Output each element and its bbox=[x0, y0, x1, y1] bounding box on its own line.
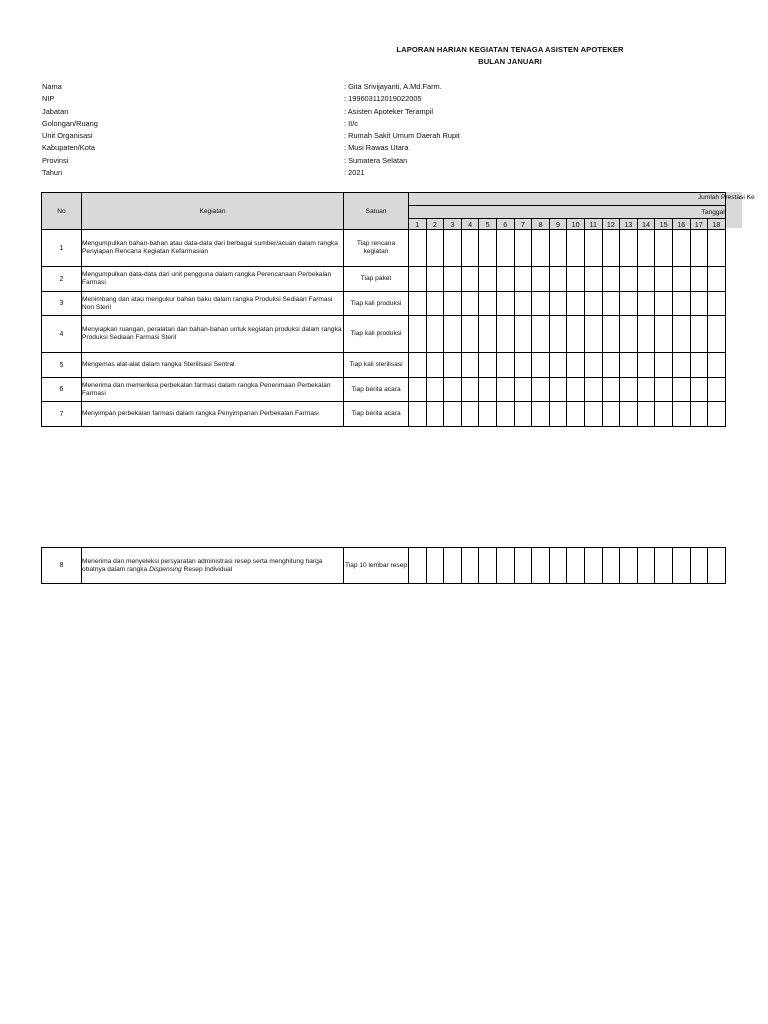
row-satuan: Tiap kali produksi bbox=[344, 316, 409, 353]
row-kegiatan: Mengumpulkan bahan-bahan atau data-data dari berbagai sumber/acuan dalam rangka Penyiapan Rencana Kegiatan Kefarmasian bbox=[82, 230, 344, 267]
day-cell[interactable] bbox=[637, 316, 655, 353]
day-header: 3 bbox=[444, 219, 462, 230]
day-cell[interactable] bbox=[444, 402, 462, 427]
day-cell[interactable] bbox=[444, 316, 462, 353]
day-cell[interactable] bbox=[496, 230, 514, 267]
day-cell[interactable] bbox=[708, 378, 726, 402]
activity-table bbox=[41, 192, 755, 427]
day-cell[interactable] bbox=[426, 378, 444, 402]
header-no: No bbox=[42, 193, 82, 230]
day-cell[interactable] bbox=[514, 267, 532, 292]
day-cell[interactable] bbox=[444, 548, 462, 584]
day-cell[interactable] bbox=[672, 292, 690, 316]
day-cell[interactable] bbox=[602, 292, 620, 316]
day-cell[interactable] bbox=[567, 378, 585, 402]
row-kegiatan: Mengemas alat-alat dalam rangka Sterilisasi Sentral bbox=[82, 353, 344, 378]
day-cell[interactable] bbox=[690, 353, 708, 378]
day-cell[interactable] bbox=[549, 316, 567, 353]
day-cell[interactable] bbox=[496, 316, 514, 353]
day-cell[interactable] bbox=[708, 316, 726, 353]
day-cell[interactable] bbox=[514, 230, 532, 267]
day-cell[interactable] bbox=[514, 402, 532, 427]
day-header: 5 bbox=[479, 219, 497, 230]
day-cell[interactable] bbox=[461, 316, 479, 353]
table-row bbox=[42, 292, 726, 316]
day-header: 9 bbox=[549, 219, 567, 230]
row-no: 6 bbox=[42, 378, 82, 402]
info-label: Golongan/Ruang bbox=[42, 118, 98, 128]
table-row bbox=[42, 353, 726, 378]
day-cell[interactable] bbox=[584, 402, 602, 427]
day-cell[interactable] bbox=[655, 230, 673, 267]
day-cell[interactable] bbox=[532, 316, 550, 353]
day-cell[interactable] bbox=[708, 230, 726, 267]
day-cell[interactable] bbox=[620, 378, 638, 402]
table-row bbox=[42, 548, 726, 584]
day-header: 8 bbox=[532, 219, 550, 230]
day-cell[interactable] bbox=[620, 548, 638, 584]
day-cell[interactable] bbox=[409, 353, 427, 378]
day-cell[interactable] bbox=[479, 267, 497, 292]
day-cell[interactable] bbox=[496, 548, 514, 584]
day-cell[interactable] bbox=[567, 353, 585, 378]
day-cell[interactable] bbox=[426, 230, 444, 267]
day-cell[interactable] bbox=[409, 548, 427, 584]
info-row-tahun bbox=[42, 168, 642, 180]
row-satuan: Tiap kali sterilisasi bbox=[344, 353, 409, 378]
day-cell[interactable] bbox=[532, 402, 550, 427]
day-cell[interactable] bbox=[532, 267, 550, 292]
row-no: 2 bbox=[42, 267, 82, 292]
day-cell[interactable] bbox=[479, 353, 497, 378]
day-cell[interactable] bbox=[409, 378, 427, 402]
info-value: : Asisten Apoteker Terampil bbox=[344, 106, 434, 116]
day-cell[interactable] bbox=[461, 548, 479, 584]
row-satuan: Tiap 10 lembar resep bbox=[344, 548, 409, 584]
day-cell[interactable] bbox=[496, 402, 514, 427]
day-header: 6 bbox=[496, 219, 514, 230]
row-kegiatan bbox=[82, 548, 344, 584]
day-cell[interactable] bbox=[426, 402, 444, 427]
day-cell[interactable] bbox=[461, 267, 479, 292]
day-cell[interactable] bbox=[602, 230, 620, 267]
row-no: 4 bbox=[42, 316, 82, 353]
day-cell[interactable] bbox=[532, 548, 550, 584]
day-header: 14 bbox=[637, 219, 655, 230]
day-cell[interactable] bbox=[602, 402, 620, 427]
day-header: 12 bbox=[602, 219, 620, 230]
info-row-golongan bbox=[42, 119, 642, 131]
day-cell[interactable] bbox=[655, 316, 673, 353]
row-kegiatan: Menyimpan perbekalan farmasi dalam rangka Penyimpanan Perbekalan Farmasi bbox=[82, 402, 344, 427]
header-satuan: Satuan bbox=[344, 193, 409, 230]
day-cell[interactable] bbox=[461, 230, 479, 267]
info-row-nama bbox=[42, 82, 642, 94]
day-cell[interactable] bbox=[426, 353, 444, 378]
day-cell[interactable] bbox=[567, 230, 585, 267]
day-cell[interactable] bbox=[672, 378, 690, 402]
day-cell[interactable] bbox=[567, 316, 585, 353]
info-value: : Sumatera Selatan bbox=[344, 155, 408, 165]
day-cell[interactable] bbox=[708, 353, 726, 378]
day-cell[interactable] bbox=[426, 267, 444, 292]
day-cell[interactable] bbox=[479, 230, 497, 267]
day-header: 11 bbox=[584, 219, 602, 230]
day-cell[interactable] bbox=[549, 378, 567, 402]
info-value: : Rumah Sakit Umum Daerah Rupit bbox=[344, 131, 460, 141]
day-cell[interactable] bbox=[690, 292, 708, 316]
day-cell[interactable] bbox=[584, 292, 602, 316]
day-cell[interactable] bbox=[549, 267, 567, 292]
day-cell[interactable] bbox=[514, 548, 532, 584]
day-cell[interactable] bbox=[708, 548, 726, 584]
day-cell[interactable] bbox=[584, 267, 602, 292]
row-no: 8 bbox=[42, 548, 82, 584]
day-cell[interactable] bbox=[549, 353, 567, 378]
report-title: LAPORAN HARIAN KEGIATAN TENAGA ASISTEN APOTEKER bbox=[396, 45, 624, 54]
row-no: 5 bbox=[42, 353, 82, 378]
day-cell[interactable] bbox=[479, 292, 497, 316]
day-cell[interactable] bbox=[409, 230, 427, 267]
table-row bbox=[42, 402, 726, 427]
day-cell[interactable] bbox=[584, 316, 602, 353]
day-header: 10 bbox=[567, 219, 585, 230]
info-value: : Gita Srivijayanti, A.Md.Farm. bbox=[344, 82, 442, 91]
day-cell[interactable] bbox=[637, 548, 655, 584]
info-row-provinsi bbox=[42, 156, 642, 168]
day-header: 7 bbox=[514, 219, 532, 230]
day-cell[interactable] bbox=[655, 267, 673, 292]
day-cell[interactable] bbox=[567, 267, 585, 292]
info-row-unit bbox=[42, 131, 642, 143]
info-row-jabatan bbox=[42, 107, 642, 119]
day-cell[interactable] bbox=[708, 292, 726, 316]
day-cell[interactable] bbox=[461, 378, 479, 402]
activity-table-continued bbox=[41, 547, 726, 584]
info-label: Nama bbox=[42, 82, 62, 91]
table-row bbox=[42, 378, 726, 402]
day-cell[interactable] bbox=[672, 548, 690, 584]
row-no: 1 bbox=[42, 230, 82, 267]
header-jumlah-prestasi bbox=[409, 193, 755, 206]
day-cell[interactable] bbox=[620, 316, 638, 353]
day-cell[interactable] bbox=[655, 292, 673, 316]
table-row bbox=[42, 316, 726, 353]
day-cell[interactable] bbox=[567, 548, 585, 584]
day-cell[interactable] bbox=[672, 353, 690, 378]
day-cell[interactable] bbox=[409, 316, 427, 353]
day-cell[interactable] bbox=[637, 353, 655, 378]
day-cell[interactable] bbox=[655, 548, 673, 584]
row-kegiatan: Mengumpulkan data-data dari unit pengguna dalam rangka Perencanaan Perbekalan Farmasi bbox=[82, 267, 344, 292]
row-kegiatan-text-end: Resep Individual bbox=[181, 565, 233, 573]
day-cell[interactable] bbox=[620, 292, 638, 316]
day-cell[interactable] bbox=[426, 316, 444, 353]
day-cell[interactable] bbox=[620, 402, 638, 427]
info-row-kabupaten bbox=[42, 143, 642, 155]
day-cell[interactable] bbox=[672, 267, 690, 292]
day-cell[interactable] bbox=[444, 378, 462, 402]
day-cell[interactable] bbox=[409, 267, 427, 292]
day-cell[interactable] bbox=[602, 353, 620, 378]
day-cell[interactable] bbox=[690, 548, 708, 584]
day-header: 4 bbox=[461, 219, 479, 230]
row-satuan: Tiap berita acara bbox=[344, 402, 409, 427]
day-cell[interactable] bbox=[479, 548, 497, 584]
day-cell[interactable] bbox=[479, 402, 497, 427]
day-cell[interactable] bbox=[637, 292, 655, 316]
day-cell[interactable] bbox=[602, 548, 620, 584]
day-cell[interactable] bbox=[637, 402, 655, 427]
header-jumlah-label: Jumlah Prestasi Ke bbox=[697, 194, 755, 201]
day-cell[interactable] bbox=[532, 292, 550, 316]
day-cell[interactable] bbox=[549, 548, 567, 584]
day-cell[interactable] bbox=[549, 402, 567, 427]
day-cell[interactable] bbox=[584, 548, 602, 584]
day-cell[interactable] bbox=[496, 378, 514, 402]
day-cell[interactable] bbox=[514, 292, 532, 316]
day-cell[interactable] bbox=[514, 353, 532, 378]
day-header: 18 bbox=[708, 219, 726, 230]
day-cell[interactable] bbox=[549, 230, 567, 267]
row-no: 3 bbox=[42, 292, 82, 316]
info-value: : II/c bbox=[344, 118, 358, 128]
day-cell[interactable] bbox=[444, 292, 462, 316]
day-cell[interactable] bbox=[690, 378, 708, 402]
info-label: Tahun bbox=[42, 168, 63, 178]
day-header: 16 bbox=[672, 219, 690, 230]
info-label: NIP bbox=[42, 94, 55, 104]
day-cell[interactable] bbox=[426, 548, 444, 584]
day-header: 13 bbox=[620, 219, 638, 230]
day-cell[interactable] bbox=[620, 353, 638, 378]
day-cell[interactable] bbox=[514, 378, 532, 402]
day-cell[interactable] bbox=[444, 267, 462, 292]
day-cell[interactable] bbox=[690, 267, 708, 292]
day-cell[interactable] bbox=[532, 378, 550, 402]
day-cell[interactable] bbox=[461, 353, 479, 378]
day-cell[interactable] bbox=[620, 230, 638, 267]
day-header: 15 bbox=[655, 219, 673, 230]
day-cell[interactable] bbox=[690, 402, 708, 427]
day-cell[interactable] bbox=[549, 292, 567, 316]
day-cell[interactable] bbox=[479, 378, 497, 402]
info-value: : 199603112019022005 bbox=[344, 94, 422, 104]
header-tanggal: Tanggal bbox=[409, 206, 726, 219]
row-satuan: Tiap kali produksi bbox=[344, 292, 409, 316]
info-label: Provinsi bbox=[42, 155, 69, 165]
row-kegiatan: Menimbang dan atau mengukur bahan baku dalam rangka Produksi Sediaan Farmasi Non Steril bbox=[82, 292, 344, 316]
table-row bbox=[42, 267, 726, 292]
day-cell[interactable] bbox=[584, 230, 602, 267]
info-label: Jabatan bbox=[42, 106, 69, 116]
row-satuan: Tiap rencana kegiatan bbox=[344, 230, 409, 267]
day-cell[interactable] bbox=[690, 316, 708, 353]
report-subtitle: BULAN JANUARI bbox=[478, 57, 542, 66]
day-header: 2 bbox=[426, 219, 444, 230]
day-cell[interactable] bbox=[602, 316, 620, 353]
day-cell[interactable] bbox=[444, 230, 462, 267]
day-cell[interactable] bbox=[672, 402, 690, 427]
day-cell[interactable] bbox=[444, 353, 462, 378]
day-cell[interactable] bbox=[496, 353, 514, 378]
day-cell[interactable] bbox=[637, 267, 655, 292]
info-label: Unit Organisasi bbox=[42, 131, 93, 141]
row-kegiatan: Menyiapkan ruangan, peralatan dan bahan-bahan untuk kegiatan produksi dalam rangka Produksi Sediaan Farmasi Steril bbox=[82, 316, 344, 353]
day-cell[interactable] bbox=[461, 402, 479, 427]
day-cell[interactable] bbox=[496, 267, 514, 292]
day-cell[interactable] bbox=[479, 316, 497, 353]
day-cell[interactable] bbox=[637, 230, 655, 267]
day-header: 17 bbox=[690, 219, 708, 230]
day-cell[interactable] bbox=[514, 316, 532, 353]
day-cell[interactable] bbox=[708, 402, 726, 427]
day-cell[interactable] bbox=[672, 230, 690, 267]
day-cell[interactable] bbox=[567, 402, 585, 427]
row-satuan: Tiap paket bbox=[344, 267, 409, 292]
row-kegiatan-text: Menerima dan menyeleksi persyaratan administrasi resep serta menghitung harga obatnya dalam rangka bbox=[82, 557, 323, 573]
day-cell[interactable] bbox=[602, 378, 620, 402]
info-value: : Musi Rawas Utara bbox=[344, 143, 409, 153]
day-cell[interactable] bbox=[637, 378, 655, 402]
day-cell[interactable] bbox=[655, 353, 673, 378]
day-cell[interactable] bbox=[409, 402, 427, 427]
info-row-nip bbox=[42, 94, 642, 106]
day-cell[interactable] bbox=[567, 292, 585, 316]
day-cell[interactable] bbox=[708, 267, 726, 292]
table-row bbox=[42, 230, 726, 267]
day-cell[interactable] bbox=[690, 230, 708, 267]
day-cell[interactable] bbox=[409, 292, 427, 316]
info-value: : 2021 bbox=[344, 168, 365, 178]
header-kegiatan: Kegiatan bbox=[82, 193, 344, 230]
day-cell[interactable] bbox=[496, 292, 514, 316]
row-no: 7 bbox=[42, 402, 82, 427]
day-cell[interactable] bbox=[655, 378, 673, 402]
day-cell[interactable] bbox=[655, 402, 673, 427]
row-kegiatan-italic: Dispensing bbox=[149, 565, 182, 573]
day-header: 1 bbox=[409, 219, 427, 230]
day-cell[interactable] bbox=[461, 292, 479, 316]
day-cell[interactable] bbox=[602, 267, 620, 292]
row-kegiatan: Menerima dan memeriksa perbekalan farmasi dalam rangka Penerimaan Perbekalan Farmasi bbox=[82, 378, 344, 402]
day-cell[interactable] bbox=[584, 378, 602, 402]
day-cell[interactable] bbox=[584, 353, 602, 378]
day-cell[interactable] bbox=[620, 267, 638, 292]
day-cell[interactable] bbox=[532, 353, 550, 378]
day-cell[interactable] bbox=[426, 292, 444, 316]
day-cell[interactable] bbox=[532, 230, 550, 267]
row-satuan: Tiap berita acara bbox=[344, 378, 409, 402]
day-cell[interactable] bbox=[672, 316, 690, 353]
info-label: Kabupaten/Kota bbox=[42, 143, 96, 153]
employee-info bbox=[42, 82, 642, 180]
